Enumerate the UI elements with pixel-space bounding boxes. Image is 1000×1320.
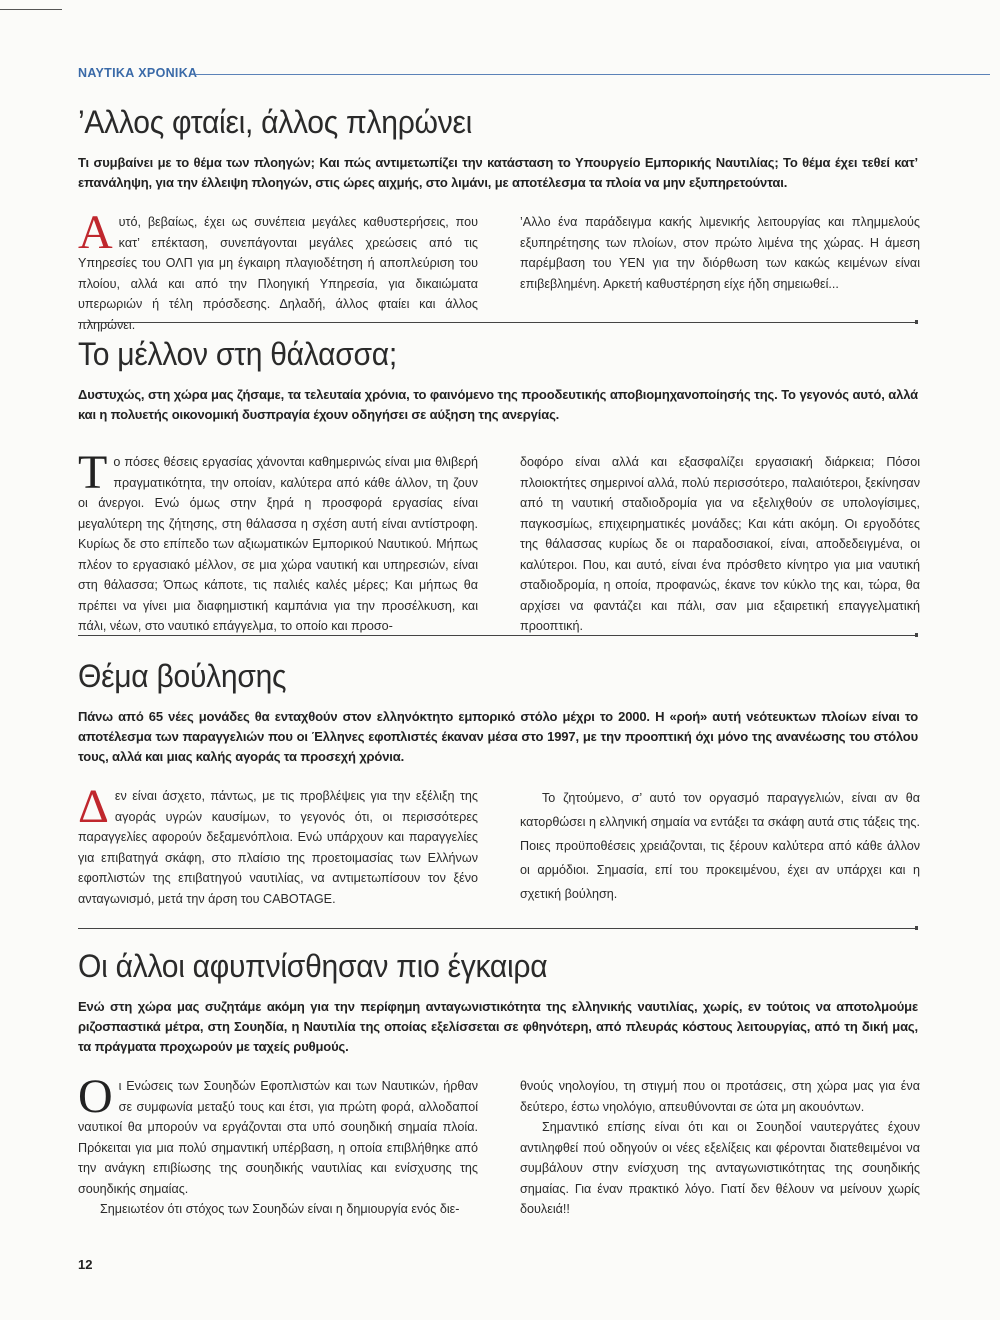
article-lead: Πάνω από 65 νέες μονάδες θα ενταχθούν στον ελληνόκτητο εμπορικό στόλο μέχρι το 2000. Η «ροή» αυτή νεότευκτων πλοίων είναι το αποτέλεσμα των παραγγελιών που οι Έλληνες εφοπλιστές έκαναν μέσα στο 1997, με την προοπτική όχι μόνο της ανανέωσης του στόλου τους, αλλά και μιας καλής αγοράς τα προσεχή χρόνια. xyxy=(78,709,918,764)
column-left xyxy=(78,446,478,637)
body-text: Σημαντικό επίσης είναι ότι και οι Σουηδοί ναυτεργάτες έχουν αντιληφθεί πού οδηγούν οι νέες εξελίξεις και φέρονται διατεθειμένοι να συμβάλουν στην ενίσχυση της ανταγωνιστικότητας της σουηδικής σημαίας. Για έναν πρακτικό λόγο. Γιατί δεν θέλουν να μείνουν χωρίς δουλειά!! xyxy=(520,1120,920,1216)
running-header xyxy=(78,66,990,84)
article-lead: Δυστυχώς, στη χώρα μας ζήσαμε, τα τελευταία χρόνια, το φαινόμενο της προοδευτικής αποβιομηχανοποίησής της. Το γεγονός αυτό, αλλά και η πολυετής οικονομική δυσπραγία έχουν οδηγήσει σε αύξηση της ανεργίας. xyxy=(78,387,918,422)
column-left xyxy=(78,780,478,909)
column-right xyxy=(520,212,920,294)
article-title: Οι άλλοι αφυπνίσθησαν πιο έγκαιρα xyxy=(78,948,548,984)
column-left xyxy=(78,1070,478,1220)
body-text: Το ζητούμενο, σ’ αυτό τον οργασμό παραγγελιών, είναι αν θα κατορθώσει η ελληνική σημαία να εντάξει τα σκάφη αυτά στις τάξεις της. Ποιες προϋποθέσεις χρειάζονται, τις ξέρουν καλύτερα από κάθε άλλον οι αρμόδιοι. Σημασία, επί του προκειμένου, έχει αν υπάρχει και η σχετική βούληση. xyxy=(520,791,920,901)
body-text: εν είναι άσχετο, πάντως, με τις προβλέψεις για την εξέλιξη της αγοράς υγρών καυσίμων, το γεγονός ότι, οι περισσότερες παραγγελίες αφορούν δεξαμενόπλοια. Ενώ υπάρχουν και παραγγελίες για επιβατηγά σκάφη, στο πλαίσιο της προετοιμασίας των Ελλήνων εφοπλιστών της επιβατηγού ναυτιλίας, να αντιμετωπίσουν τον ξένο ανταγωνισμό, μετά την άρση του CABOTAGE. xyxy=(78,789,478,906)
body-text: δοφόρο είναι αλλά και εξασφαλίζει εργασιακή διάρκεια; Πόσοι πλοιοκτήτες σημερινοί αλλά, πολύ περισσότερο, παλαιότεροι, ξεκίνησαν από τη ναυτική σταδιοδρομία για να εξελιχθούν σε υπολογίσιμες, παγκοσμίως, επιχειρηματικές μονάδες; Και κάτι ακόμη. Οι εργοδότες της θάλασσας κυρίως δε οι παραδοσιακοί, είναι, αποδεδειγμένα, οι καλύτεροι. Που, και αυτό, είναι ένα πρόσθετο κίνητρο για μια ναυτική σταδιοδρομία, η οποία, προφανώς, έκανε τον κύκλο της και, τώρα, θα αρχίσει να φαντάζει και πάλι, σαν μια εξαιρετική επαγγελματική προοπτική. xyxy=(520,455,920,633)
drop-cap: Ο xyxy=(78,1070,113,1123)
article-2 xyxy=(78,336,920,633)
section-divider xyxy=(78,928,916,929)
column-right xyxy=(520,786,920,906)
body-text: θνούς νηολογίου, τη στιγμή που οι προτάσεις, στη χώρα μας για ένα δεύτερο, έστω νηολόγιο, απευθύνονται σε ώτα μη ακουόντων. xyxy=(520,1079,920,1114)
section-divider xyxy=(78,322,916,323)
body-text: ο πόσες θέσεις εργασίας χάνονται καθημερινώς είναι μια θλιβερή πραγματικότητα, την οποίαν, καλύτερα από κάθε άλλον, τη ζουν οι άνεργοι. Ενώ όμως στην ξηρά η προσφορά εργασίας είναι μεγαλύτερη της ζήτησης, στη θάλασσα η σχέση αυτή είναι αντίστροφη. Κυρίως δε στο επίπεδο των αξιωματικών Εμπορικού Ναυτικού. Μήπως πλέον το εργασιακό μέλλον, σε μια χώρα ναυτική και υπηρεσιών, είναι στη θάλασσα; Όπως κάποτε, τις παλιές καλές μέρες; Και μήπως θα πρέπει να γίνει μια διαφημιστική καμπάνια για την προσέλκυση, και πάλι, νέων, στο ναυτικό επάγγελμα, το οποίο και προσο- xyxy=(78,455,478,633)
column-right xyxy=(520,1076,920,1220)
article-4 xyxy=(78,948,920,1216)
article-title: Θέμα βούλησης xyxy=(78,658,287,694)
section-divider xyxy=(78,635,916,636)
body-text: Σημειωτέον ότι στόχος των Σουηδών είναι η δημιουργία ενός διε- xyxy=(100,1202,460,1216)
column-right xyxy=(520,452,920,637)
body-text: ’Αλλο ένα παράδειγμα κακής λιμενικής λειτουργίας και πλημμελούς εξυπηρέτησης των πλοίων, στον πρώτο λιμένα της χώρας. Η άμεση παρέμβαση του ΥΕΝ για την διόρθωση των κακώς κειμένων είναι επιβεβλημένη. Αρκετή καθυστέρηση είχε ήδη σημειωθεί... xyxy=(520,215,920,291)
corner-rule xyxy=(0,9,62,10)
drop-cap: Α xyxy=(78,206,113,259)
article-lead: Ενώ στη χώρα μας συζητάμε ακόμη για την περίφημη ανταγωνιστικότητα της ελληνικής ναυτιλίας, χωρίς, εν τούτοις να αποτολμούμε ριζοσπαστικά μέτρα, στη Σουηδία, η Ναυτιλία της οποίας εξελίσσεται σε φθηνότερη, από πλευράς κόστους λειτουργίας, από τη δική μας, τα πράγματα προχωρούν με ταχείς ρυθμούς. xyxy=(78,999,918,1054)
article-3 xyxy=(78,658,920,906)
page-number: 12 xyxy=(78,1257,93,1272)
article-title: Το μέλλον στη θάλασσα; xyxy=(78,336,397,372)
body-text: ι Ενώσεις των Σουηδών Εφοπλιστών και των Ναυτικών, ήρθαν σε συμφωνία μεταξύ τους και έτσι, για πρώτη φορά, αλλοδαποί ναυτικοί θα μπορούν να εργάζονται στα υπό σουηδική σημαία πλοία. Πρόκειται για μια πολύ σημαντική υπέρβαση, η οποία επιβλήθηκε από την ανάγκη επιβίωσης της σουηδικής ναυτιλίας και ενίσχυσης της σουηδικής σημαίας. xyxy=(78,1079,478,1196)
magazine-title: ΝΑΥΤΙΚΑ ΧΡΟΝΙΚΑ xyxy=(78,66,198,80)
article-lead: Τι συμβαίνει με το θέμα των πλοηγών; Και πώς αντιμετωπίζει την κατάσταση το Υπουργείο Εμπορικής Ναυτιλίας; Το θέμα έχει τεθεί κατ’ επανάληψη, για την έλλειψη πλοηγών, στις ώρες αιχμής, στο λιμάνι, με αποτέλεσμα τα πλοία να μην εξυπηρετούνται. xyxy=(78,155,918,190)
body-text: υτό, βεβαίως, έχει ως συνέπεια μεγάλες καθυστερήσεις, που κατ’ επέκταση, συνεπάγονται μεγάλες χρεώσεις από τις Υπηρεσίες του ΟΛΠ για μη έγκαιρη πλαγιοδέτηση ή αποπλεύριση του πλοίου, αλλά και από την Πλοηγική Υπηρεσία, για δικαιώματα υπερωριών ή τέλη πρόσδεσης. Δηλαδή, άλλος φταίει και άλλος πληρώνει. xyxy=(78,215,478,332)
column-left xyxy=(78,206,478,335)
article-title: ’Αλλος φταίει, άλλος πληρώνει xyxy=(78,104,473,140)
article-1 xyxy=(78,104,920,332)
header-rule xyxy=(196,74,990,75)
drop-cap: Τ xyxy=(78,446,108,499)
drop-cap: Δ xyxy=(78,780,109,833)
